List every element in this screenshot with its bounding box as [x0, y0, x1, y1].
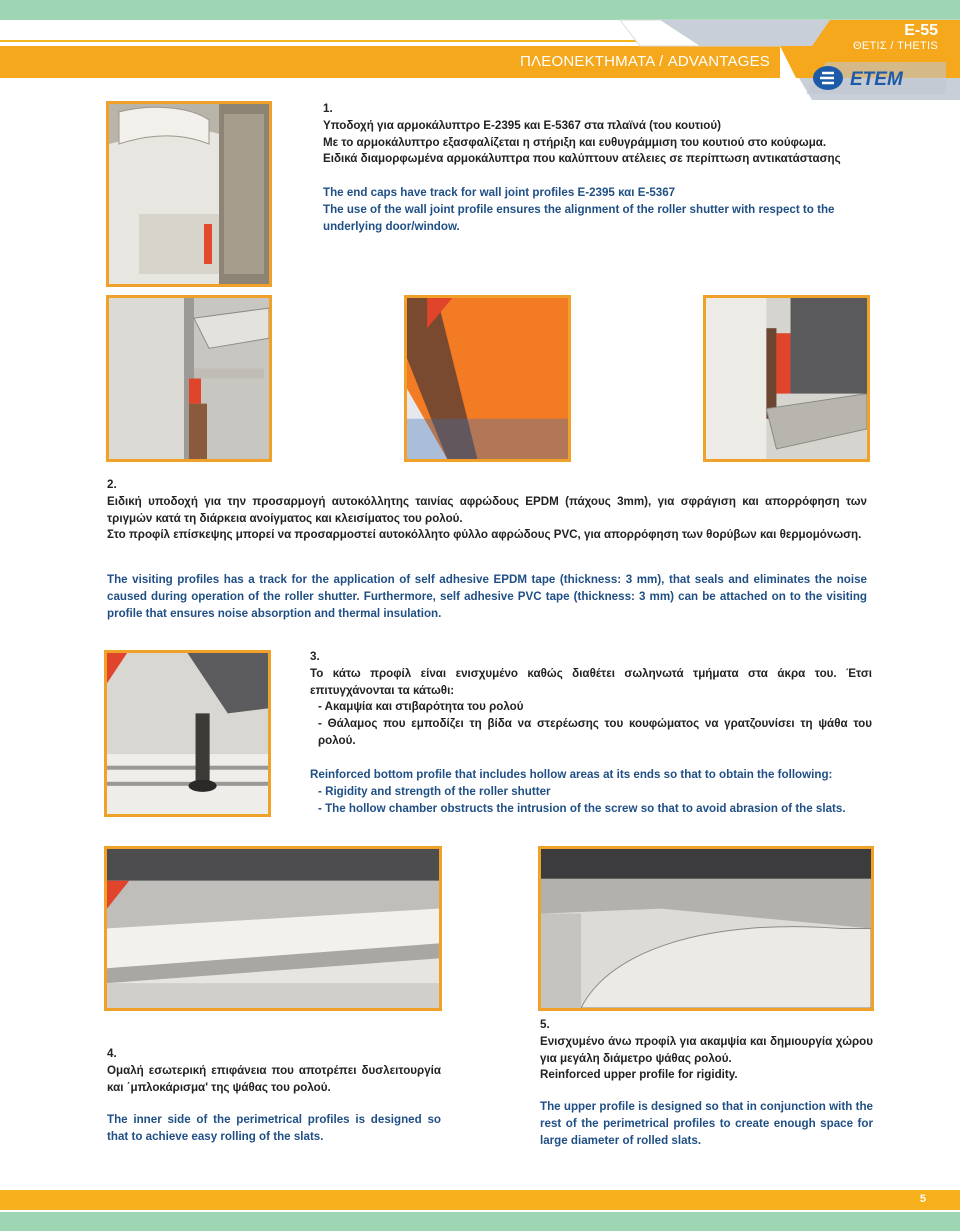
section-1-english [323, 185, 879, 235]
section-3-gr-intro: Το κάτω προφίλ είναι ενισχυμένο καθώς διαθέτει σωληνωτά τμήματα στα άκρα του. Έτσι επιτυγχάνονται τα κάτωθι: [310, 666, 872, 697]
section-1-en-line-1: The end caps have track for wall joint profiles E-2395 και E-5367 [323, 186, 676, 199]
section-5-gr-text: Ενισχυμένο άνω προφίλ για ακαμψία και δημιουργία χώρου για μεγάλη διάμετρο ψάθας ρολού. [540, 1034, 873, 1065]
section-2-greek [107, 477, 867, 544]
section-2-number: 2. [107, 478, 117, 491]
section-1-number: 1. [323, 102, 333, 115]
photo-pvc-tape-profile [703, 295, 870, 462]
section-1-gr-line-1: Υποδοχή για αρμοκάλυπτρο Ε-2395 και Ε-5367 στα πλαϊνά (του κουτιού) [323, 118, 721, 132]
footer-band [0, 1212, 960, 1231]
section-2-gr-para-2: Στο προφίλ επίσκεψης μπορεί να προσαρμοστεί αυτοκόλλητο φύλλο αφρώδους PVC, για απορρόφηση των θορύβων και θερμομόνωση. [107, 528, 862, 542]
section-1-gr-line-3: Ειδικά διαμορφωμένα αρμοκάλυπτρα που καλύπτουν ατέλειες σε περίπτωση αντικατάστασης [323, 152, 841, 166]
section-5-number: 5. [540, 1018, 550, 1031]
photo-upper-profile [538, 846, 874, 1011]
photo-visiting-profile-left [106, 295, 272, 462]
product-series: ΘΕΤΙΣ / THETIS [853, 40, 938, 52]
photo-bottom-profile-screw [104, 650, 271, 817]
section-5-greek [540, 1017, 873, 1084]
section-4-greek [107, 1046, 441, 1096]
section-2-en-para: The visiting profiles has a track for the application of self adhesive EPDM tape (thickness: 3 mm), that seals and eliminates the noise caused during operation of the roller shutter. Furthermore, self adhesive PVC tape (thickness: 3 mm) can be attached on to the visiting profile that ensures noise absorption and thermal insulation. [107, 573, 867, 620]
section-4-english [107, 1112, 441, 1146]
section-4-gr-text: Ομαλή εσωτερική επιφάνεια που αποτρέπει δυσλειτουργία και ΄μπλοκάρισμα' της ψάθας του ρολού. [107, 1063, 441, 1094]
section-3-en-item-1: - Rigidity and strength of the roller shutter [318, 784, 551, 798]
etem-logo [806, 62, 946, 94]
section-3-gr-item-2: - Θάλαμος που εμποδίζει τη βίδα να στερέωσης του κουφώματος να γρατζουνίσει τη ψάθα του ρολού. [318, 717, 872, 747]
page-number: 5 [919, 1193, 926, 1205]
section-2-gr-para-1: Ειδική υποδοχή για την προσαρμογή αυτοκόλλητης ταινίας αφρώδους EPDM (πάχους 3mm), για σφράγιση και απορρόφηση των τριγμών κατά τη διάρκεια ανοίγματος και κλεισίματος του ρολού. [107, 494, 867, 525]
section-3-en-intro: Reinforced bottom profile that includes hollow areas at its ends so that to obtain the following: [310, 768, 833, 781]
section-4-en-text: The inner side of the perimetrical profiles is designed so that to achieve easy rolling of the slats. [107, 1113, 441, 1143]
section-3-en-item-2: - The hollow chamber obstructs the intrusion of the screw so that to avoid abrasion of the slats. [318, 801, 846, 815]
section-1-greek [323, 101, 883, 168]
page-title: ΠΛΕΟΝΕΚΤΗΜΑΤΑ / ADVANTAGES [520, 53, 770, 70]
section-3-number: 3. [310, 650, 320, 663]
section-1-en-line-2: The use of the wall joint profile ensures the alignment of the roller shutter with respect to the underlying door/window. [323, 202, 835, 233]
section-5-english [540, 1099, 873, 1149]
section-5-en-text: The upper profile is designed so that in conjunction with the rest of the perimetrical profiles to create enough space for large diameter of rolled slats. [540, 1100, 873, 1147]
footer-bar [0, 1190, 960, 1210]
logo-text: ETEM [850, 69, 903, 90]
section-4-number: 4. [107, 1047, 117, 1060]
photo-epdm-tape-profile [404, 295, 571, 462]
section-3-english [310, 767, 874, 817]
section-5-en-title: Reinforced upper profile for rigidity. [540, 1068, 738, 1082]
section-2-english [107, 572, 867, 622]
product-code: E-55 [904, 22, 938, 39]
section-3-greek [310, 649, 872, 750]
section-1-gr-line-2: Με το αρμοκάλυπτρο εξασφαλίζεται η στήριξη και ευθυγράμμιση του κουτιού στο κούφωμα. [323, 135, 827, 149]
photo-wall-joint-profile [106, 101, 272, 287]
section-3-gr-item-1: - Ακαμψία και στιβαρότητα του ρολού [318, 700, 524, 714]
photo-inner-side-profile [104, 846, 442, 1011]
